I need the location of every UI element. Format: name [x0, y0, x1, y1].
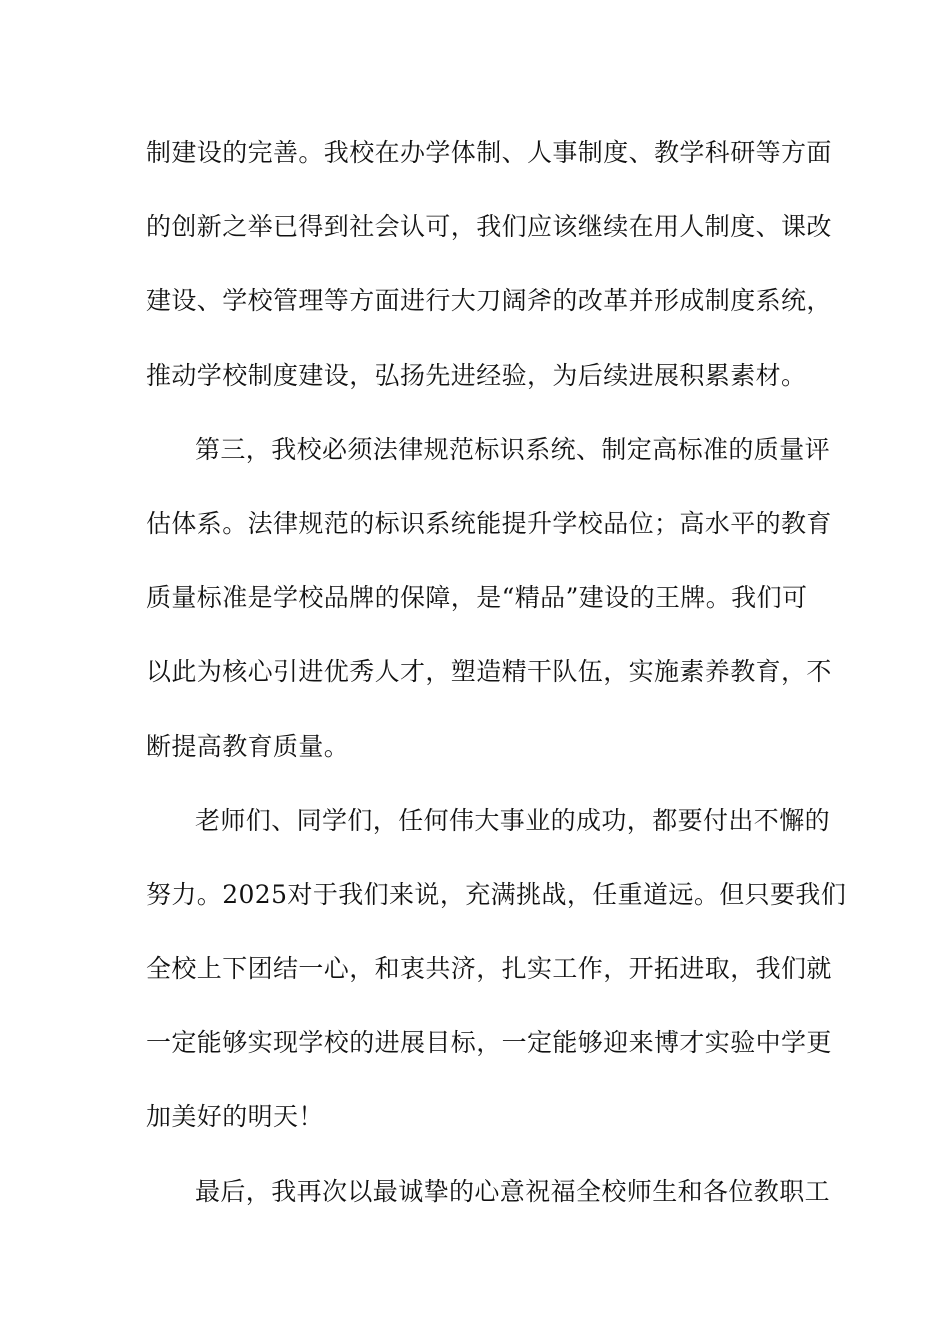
text-line: 以此为核心引进优秀人才，塑造精干队伍，实施素养教育，不	[146, 657, 832, 687]
text-line: 建设、学校管理等方面进行大刀阔斧的改革并形成制度系统，	[146, 286, 832, 316]
text-line: 断提高教育质量。	[146, 731, 350, 761]
text-line: 的创新之举已得到社会认可，我们应该继续在用人制度、课改	[146, 212, 832, 242]
body-text	[146, 126, 847, 1239]
text-line: 努力。2025对于我们来说，充满挑战，任重道远。但只要我们	[146, 879, 847, 909]
paragraph-start-line: 最后，我再次以最诚挚的心意祝福全校师生和各位教职工	[195, 1176, 831, 1206]
text-line: 制建设的完善。我校在办学体制、人事制度、教学科研等方面	[146, 138, 832, 167]
paragraph-start-line: 老师们、同学们，任何伟大事业的成功，都要付出不懈的	[195, 805, 831, 835]
paragraph-start-line: 第三，我校必须法律规范标识系统、制定高标准的质量评	[195, 434, 831, 464]
text-line: 质量标准是学校品牌的保障，是“精品”建设的王牌。我们可	[146, 583, 808, 613]
text-line: 估体系。法律规范的标识系统能提升学校品位；高水平的教育	[146, 508, 832, 538]
text-line: 推动学校制度建设，弘扬先进经验，为后续进展积累素材。	[146, 360, 807, 390]
text-line: 一定能够实现学校的进展目标，一定能够迎来博才实验中学更	[146, 1028, 832, 1058]
text-line: 加美好的明天！	[146, 1102, 324, 1132]
text-line: 全校上下团结一心，和衷共济，扎实工作，开拓进取，我们就	[146, 954, 832, 984]
